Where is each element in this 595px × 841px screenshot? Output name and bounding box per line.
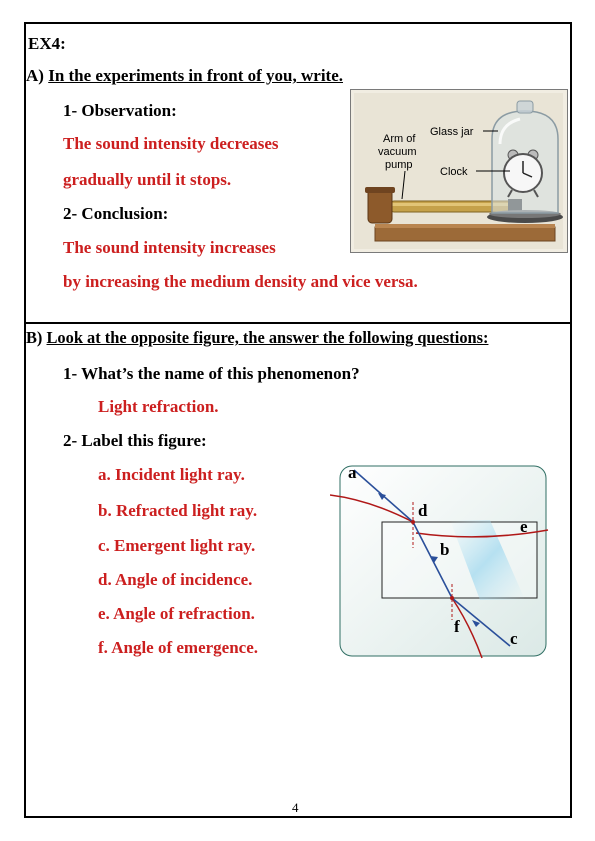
figure-label-f: f [454,617,460,636]
figure-label-d: d [418,501,428,520]
exercise-title: EX4: [28,34,66,53]
section-divider [24,322,572,324]
answer-f: f. Angle of emergence. [98,638,259,657]
answer-b: b. Refracted light ray. [98,501,258,520]
answer-c: c. Emergent light ray. [98,536,256,555]
part-a-label: A) [26,66,44,85]
arm-label-1: Arm of [383,133,416,145]
clock-label: Clock [440,166,468,178]
refraction-figure [330,460,552,660]
part-a-heading-text: In the experiments in front of you, write. [48,66,343,85]
answer-1: Light refraction. [98,397,219,416]
part-b-label: B) [26,328,43,347]
figure-label-a: a [348,463,357,482]
observation-title: 1- Observation: [63,101,177,120]
arm-label-2: vacuum [378,146,417,158]
answer-a: a. Incident light ray. [98,465,245,484]
conclusion-title: 2- Conclusion: [63,204,169,223]
page-number: 4 [292,800,299,815]
figure-label-b: b [440,540,450,559]
vacuum-pump-figure [350,89,568,253]
conclusion-line-2: by increasing the medium density and vice versa. [63,272,418,291]
observation-line-2: gradually until it stops. [63,170,232,189]
observation-line-1: The sound intensity decreases [63,134,279,153]
figure-label-c: c [510,629,518,648]
jar-label: Glass jar [430,126,474,138]
part-b-heading-text: Look at the opposite figure, the answer the following questions: [46,328,489,347]
figure-label-e: e [520,517,528,536]
conclusion-line-1: The sound intensity increases [63,238,276,257]
answer-d: d. Angle of incidence. [98,570,253,589]
part-a-heading [26,66,343,86]
arm-label-3: pump [385,159,413,171]
wooden-base [375,227,555,241]
answer-e: e. Angle of refraction. [98,604,255,623]
pump-handle [368,189,392,223]
question-2: 2- Label this figure: [63,431,207,450]
question-1: 1- What’s the name of this phenomenon? [63,364,360,383]
part-b-heading [26,328,488,348]
